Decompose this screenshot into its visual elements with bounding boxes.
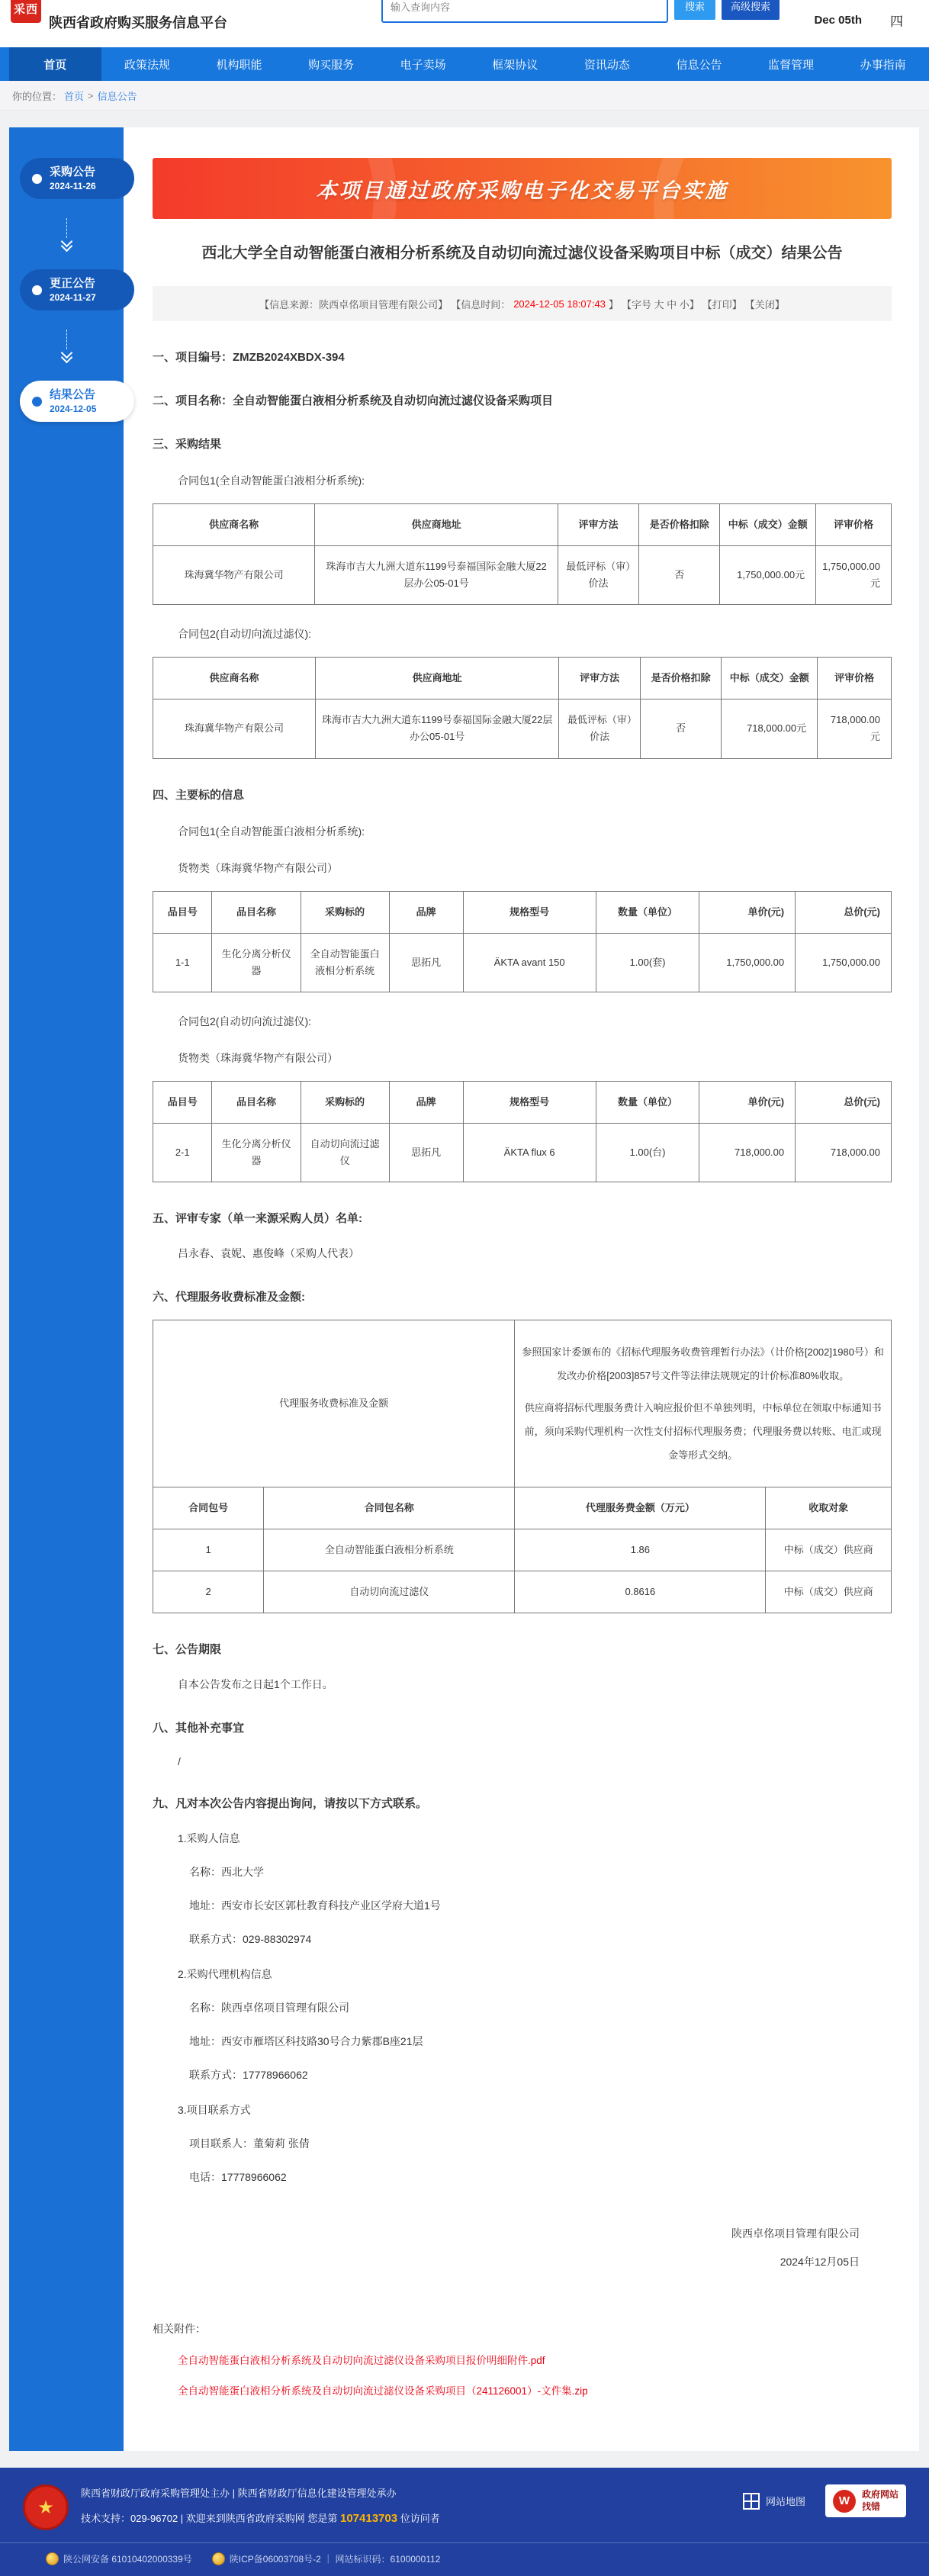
footer-organizer-line: 陕西省财政厅政府采购管理处主办 | 陕西省财政厅信息化建设管理处承办 bbox=[81, 2488, 397, 2500]
search-bar bbox=[381, 0, 780, 23]
header-date: Dec 05th bbox=[814, 14, 862, 27]
table-cell: 中标（成交）供应商 bbox=[766, 1571, 892, 1613]
table-cell: 中标（成交）供应商 bbox=[766, 1529, 892, 1571]
table-row bbox=[153, 546, 892, 605]
col-model: 规格型号 bbox=[463, 1081, 596, 1123]
top-header bbox=[0, 0, 929, 47]
print-button[interactable]: 【打印】 bbox=[702, 298, 742, 310]
nav-item-home[interactable]: 首页 bbox=[9, 47, 101, 81]
breadcrumb-prefix: 你的位置： bbox=[12, 90, 63, 102]
package-2-label: 合同包2(自动切向流过滤仪): bbox=[178, 628, 311, 641]
attachment-zip-link[interactable]: 全自动智能蛋白液相分析系统及自动切向流过滤仪设备采购项目（241126001）-文件集.zip bbox=[178, 2385, 588, 2398]
table-cell: 否 bbox=[639, 546, 720, 605]
col-item-name: 品目名称 bbox=[212, 1081, 301, 1123]
timeline-item-result-notice[interactable] bbox=[20, 381, 134, 422]
platform-banner bbox=[153, 158, 892, 219]
nav-item-functions[interactable]: 机构职能 bbox=[216, 58, 262, 72]
item-table-package-1 bbox=[153, 891, 892, 992]
fee-desc-paragraph: 参照国家计委颁布的《招标代理服务收费管理暂行办法》（计价格[2002]1980号）和发改办价格[2003]857号文件等法律法规规定的计价标准80%收取。 bbox=[522, 1346, 884, 1382]
fee-desc-paragraph: 供应商将招标代理服务费计入响应报价但不单独列明，中标单位在领取中标通知书前，须向采购代理机构一次性支付招标代理服务费；代理服务费以转账、电汇或现金等形式交纳。 bbox=[524, 1401, 882, 1461]
col-item-name: 品目名称 bbox=[212, 891, 301, 933]
meta-time: 2024-12-05 18:07:43 bbox=[513, 297, 606, 310]
col-package-no: 合同包号 bbox=[153, 1487, 264, 1529]
col-supplier-name: 供应商名称 bbox=[153, 658, 316, 699]
table-cell: 1,750,000.00 bbox=[796, 933, 892, 992]
search-button[interactable]: 搜索 bbox=[674, 0, 715, 20]
table-cell: 自动切向流过滤仪 bbox=[264, 1571, 515, 1613]
col-unit-price: 单价(元) bbox=[699, 891, 796, 933]
table-cell: 最低评标（审）价法 bbox=[558, 546, 638, 605]
footer-support-prefix: 技术支持：029-96702 | 欢迎来到陕西省政府采购网 您是第 bbox=[81, 2512, 340, 2524]
agency-name: 名称：陕西卓佲项目管理有限公司 bbox=[189, 2002, 349, 2015]
fee-standard-description bbox=[515, 1320, 892, 1487]
header-weekday: 四 bbox=[890, 14, 903, 29]
col-award-amount: 中标（成交）金额 bbox=[722, 658, 818, 699]
col-review-price: 评审价格 bbox=[818, 658, 892, 699]
table-header-row bbox=[153, 891, 892, 933]
fee-standard-label: 代理服务收费标准及金额 bbox=[153, 1320, 515, 1487]
site-title: 陕西省政府购买服务信息平台 bbox=[49, 15, 227, 31]
table-row bbox=[153, 1320, 892, 1487]
col-review-method: 评审方法 bbox=[559, 658, 640, 699]
table-row bbox=[153, 699, 892, 758]
public-security-filing[interactable]: 陕公网安备 61010402000339号 bbox=[63, 2554, 192, 2565]
section-1-project-number: 一、项目编号：ZMZB2024XBDX-394 bbox=[153, 351, 345, 364]
section-6-heading: 六、代理服务收费标准及金额: bbox=[153, 1291, 305, 1304]
agency-address: 地址：西安市雁塔区科技路30号合力紫郡B座21层 bbox=[189, 2035, 423, 2048]
section-5-heading: 五、评审专家（单一来源采购人员）名单: bbox=[153, 1212, 362, 1226]
item-table-package-2 bbox=[153, 1081, 892, 1182]
table-cell: 1,750,000.00 bbox=[699, 933, 796, 992]
purchaser-contact: 联系方式：029-88302974 bbox=[189, 1933, 312, 1946]
section-9-heading: 九、凡对本次公告内容提出询问，请按以下方式联系。 bbox=[153, 1797, 428, 1811]
col-unit-price: 单价(元) bbox=[699, 1081, 796, 1123]
table-cell: 1,750,000.00元 bbox=[816, 546, 892, 605]
timeline-dot-icon bbox=[32, 174, 42, 184]
nav-item-purchase-services[interactable]: 购买服务 bbox=[308, 58, 355, 72]
package-1-label: 合同包1(全自动智能蛋白液相分析系统): bbox=[178, 825, 365, 838]
col-procurement-target: 采购标的 bbox=[301, 891, 389, 933]
timeline-item-title: 采购公告 bbox=[50, 166, 96, 178]
font-size-controls[interactable]: 【字号 大 中 小】 bbox=[621, 298, 699, 310]
footer bbox=[0, 2468, 929, 2576]
error-report-text: 找错 bbox=[861, 2500, 880, 2512]
timeline-item-date: 2024-12-05 bbox=[50, 404, 97, 414]
col-price-deduction: 是否价格扣除 bbox=[639, 504, 720, 546]
timeline-sidebar bbox=[9, 127, 124, 2451]
table-cell: ÄKTA flux 6 bbox=[463, 1123, 596, 1182]
timeline-item-title: 结果公告 bbox=[50, 388, 96, 401]
meta-source: 【信息来源：陕西卓佲项目管理有限公司】 bbox=[259, 298, 448, 310]
col-item-no: 品目号 bbox=[153, 1081, 212, 1123]
col-fee-amount: 代理服务费金额（万元） bbox=[515, 1487, 766, 1529]
col-total-price: 总价(元) bbox=[796, 1081, 892, 1123]
error-report-icon: W bbox=[833, 2490, 856, 2513]
signoff-date: 2024年12月05日 bbox=[780, 2255, 860, 2268]
timeline-item-correction-notice[interactable] bbox=[20, 269, 134, 310]
other-matters: / bbox=[178, 1755, 181, 1768]
table-cell: 2-1 bbox=[153, 1123, 212, 1182]
timeline-arrow-down-icon bbox=[9, 210, 124, 259]
footer-support-line bbox=[81, 2510, 743, 2528]
table-cell: ÄKTA avant 150 bbox=[463, 933, 596, 992]
table-cell: 718,000.00 bbox=[699, 1123, 796, 1182]
advanced-search-button[interactable]: 高级搜索 bbox=[722, 0, 780, 20]
sitemap-label: 网站地图 bbox=[765, 2496, 805, 2508]
expert-list: 吕永春、袁妮、惠俊峰（采购人代表） bbox=[178, 1247, 359, 1260]
table-row bbox=[153, 933, 892, 992]
nav-item-guide[interactable]: 办事指南 bbox=[860, 58, 906, 72]
table-cell: 珠海市吉大九洲大道东1199号泰福国际金融大厦22层办公05-01号 bbox=[315, 546, 558, 605]
breadcrumb-home-link[interactable]: 首页 bbox=[64, 90, 85, 102]
table-cell: 珠海冀华物产有限公司 bbox=[153, 546, 315, 605]
purchaser-address: 地址：西安市长安区郭杜教育科技产业区学府大道1号 bbox=[189, 1899, 441, 1912]
section-3-heading: 三、采购结果 bbox=[153, 438, 222, 451]
col-price-deduction: 是否价格扣除 bbox=[640, 658, 721, 699]
table-cell: 1.00(套) bbox=[596, 933, 699, 992]
table-row bbox=[153, 1123, 892, 1182]
table-cell: 718,000.00 bbox=[796, 1123, 892, 1182]
table-cell: 718,000.00元 bbox=[722, 699, 818, 758]
table-cell: 0.8616 bbox=[515, 1571, 766, 1613]
table-cell: 思拓凡 bbox=[389, 1123, 463, 1182]
col-review-method: 评审方法 bbox=[558, 504, 638, 546]
government-emblem-icon: ★ bbox=[23, 2484, 69, 2530]
table-cell: 珠海市吉大九洲大道东1199号泰福国际金融大厦22层办公05-01号 bbox=[315, 699, 558, 758]
project-contact-phone: 电话：17778966062 bbox=[189, 2171, 287, 2184]
col-model: 规格型号 bbox=[463, 891, 596, 933]
table-cell: 生化分离分析仪器 bbox=[212, 1123, 301, 1182]
col-quantity: 数量（单位） bbox=[596, 891, 699, 933]
nav-item-policies[interactable]: 政策法规 bbox=[124, 58, 170, 72]
sitemap-link[interactable] bbox=[743, 2493, 805, 2510]
col-quantity: 数量（单位） bbox=[596, 1081, 699, 1123]
table-cell: 1 bbox=[153, 1529, 264, 1571]
col-supplier-address: 供应商地址 bbox=[315, 658, 558, 699]
table-cell: 生化分离分析仪器 bbox=[212, 933, 301, 992]
site-logo[interactable]: 采西 bbox=[11, 0, 41, 23]
project-contact-title: 3.项目联系方式 bbox=[178, 2104, 251, 2117]
table-header-row bbox=[153, 658, 892, 699]
col-brand: 品牌 bbox=[389, 1081, 463, 1123]
purchaser-info-title: 1.采购人信息 bbox=[178, 1832, 240, 1845]
meta-time-prefix: 【信息时间： bbox=[451, 298, 511, 310]
col-fee-payer: 收取对象 bbox=[766, 1487, 892, 1529]
table-cell: 否 bbox=[640, 699, 721, 758]
col-package-name: 合同包名称 bbox=[264, 1487, 515, 1529]
timeline-dot-icon bbox=[32, 397, 42, 407]
visitor-count: 107413703 bbox=[340, 2511, 398, 2525]
table-cell: 1.86 bbox=[515, 1529, 766, 1571]
timeline-item-procurement-notice[interactable] bbox=[20, 158, 134, 199]
result-table-package-1 bbox=[153, 503, 892, 605]
breadcrumb-separator: > bbox=[88, 89, 94, 101]
agency-info-title: 2.采购代理机构信息 bbox=[178, 1968, 272, 1981]
col-total-price: 总价(元) bbox=[796, 891, 892, 933]
timeline-item-date: 2024-11-26 bbox=[50, 181, 96, 191]
table-cell: 1.00(台) bbox=[596, 1123, 699, 1182]
col-brand: 品牌 bbox=[389, 891, 463, 933]
col-review-price: 评审价格 bbox=[816, 504, 892, 546]
nav-item-announcements[interactable]: 信息公告 bbox=[676, 58, 722, 72]
table-cell: 全自动智能蛋白液相分析系统 bbox=[301, 933, 389, 992]
col-supplier-name: 供应商名称 bbox=[153, 504, 315, 546]
close-button[interactable]: 【关闭】 bbox=[744, 298, 785, 310]
timeline-dot-icon bbox=[32, 285, 42, 295]
search-input[interactable] bbox=[381, 0, 668, 23]
article-meta-bar bbox=[153, 286, 892, 321]
table-cell: 1-1 bbox=[153, 933, 212, 992]
col-supplier-address: 供应商地址 bbox=[315, 504, 558, 546]
breadcrumb-current-link[interactable]: 信息公告 bbox=[97, 90, 137, 102]
table-cell: 最低评标（审）价法 bbox=[559, 699, 640, 758]
icp-badge-icon bbox=[212, 2552, 225, 2565]
project-contact-person: 项目联系人：董菊莉 张倩 bbox=[189, 2137, 310, 2150]
icp-filing[interactable]: 陕ICP备06003708号-2 ｜ 网站标识码：6100000112 bbox=[229, 2554, 441, 2565]
gov-site-error-report-widget[interactable] bbox=[825, 2484, 906, 2517]
article-card bbox=[124, 127, 919, 2451]
package-2-label: 合同包2(自动切向流过滤仪): bbox=[178, 1015, 311, 1028]
nav-item-e-market[interactable]: 电子卖场 bbox=[400, 58, 446, 72]
section-4-heading: 四、主要标的信息 bbox=[153, 788, 245, 802]
table-header-row bbox=[153, 1081, 892, 1123]
footer-divider bbox=[0, 2542, 929, 2543]
article-title: 西北大学全自动智能蛋白液相分析系统及自动切向流过滤仪设备采购项目中标（成交）结果公告 bbox=[201, 245, 843, 262]
package-2-category: 货物类（珠海冀华物产有限公司） bbox=[178, 1051, 338, 1064]
col-award-amount: 中标（成交）金额 bbox=[720, 504, 816, 546]
table-header-row bbox=[153, 1487, 892, 1529]
table-cell: 718,000.00元 bbox=[818, 699, 892, 758]
table-cell: 珠海冀华物产有限公司 bbox=[153, 699, 316, 758]
table-cell: 自动切向流过滤仪 bbox=[301, 1123, 389, 1182]
package-1-label: 合同包1(全自动智能蛋白液相分析系统): bbox=[178, 474, 365, 487]
main-nav bbox=[0, 47, 929, 81]
col-item-no: 品目号 bbox=[153, 891, 212, 933]
col-procurement-target: 采购标的 bbox=[301, 1081, 389, 1123]
package-1-category: 货物类（珠海冀华物产有限公司） bbox=[178, 861, 338, 874]
attachment-pdf-link[interactable]: 全自动智能蛋白液相分析系统及自动切向流过滤仪设备采购项目报价明细附件.pdf bbox=[178, 2355, 545, 2367]
table-row bbox=[153, 1571, 892, 1613]
section-2-project-name: 二、项目名称：全自动智能蛋白液相分析系统及自动切向流过滤仪设备采购项目 bbox=[153, 394, 554, 407]
footer-support-suffix: 位访问者 bbox=[397, 2512, 440, 2524]
agency-contact: 联系方式：17778966062 bbox=[189, 2069, 308, 2082]
result-table-package-2 bbox=[153, 657, 892, 758]
platform-banner-text: 本项目通过政府采购电子化交易平台实施 bbox=[316, 178, 728, 202]
timeline-item-title: 更正公告 bbox=[50, 277, 96, 290]
signoff bbox=[153, 2220, 892, 2275]
breadcrumb bbox=[0, 81, 929, 111]
table-row bbox=[153, 1529, 892, 1571]
section-8-heading: 八、其他补充事宜 bbox=[153, 1722, 245, 1735]
nav-item-supervision[interactable]: 监督管理 bbox=[768, 58, 815, 72]
purchaser-name: 名称：西北大学 bbox=[189, 1866, 264, 1879]
nav-item-framework-agreement[interactable]: 框架协议 bbox=[492, 58, 538, 72]
table-cell: 全自动智能蛋白液相分析系统 bbox=[264, 1529, 515, 1571]
meta-time-suffix: 】 bbox=[608, 298, 619, 310]
section-7-heading: 七、公告期限 bbox=[153, 1643, 222, 1657]
timeline-item-date: 2024-11-27 bbox=[50, 292, 96, 303]
agency-fee-table bbox=[153, 1320, 892, 1613]
sitemap-grid-icon bbox=[743, 2493, 760, 2510]
nav-item-news[interactable]: 资讯动态 bbox=[583, 58, 630, 72]
attachments-label: 相关附件： bbox=[153, 2323, 206, 2336]
public-security-badge-icon bbox=[46, 2552, 59, 2565]
table-cell: 1,750,000.00元 bbox=[720, 546, 816, 605]
table-cell: 思拓凡 bbox=[389, 933, 463, 992]
announcement-period: 自本公告发布之日起1个工作日。 bbox=[178, 1678, 333, 1691]
table-cell: 2 bbox=[153, 1571, 264, 1613]
error-report-text: 政府网站 bbox=[861, 2489, 898, 2500]
signoff-company: 陕西卓佲项目管理有限公司 bbox=[731, 2227, 860, 2240]
main-area bbox=[0, 111, 929, 2468]
table-header-row bbox=[153, 504, 892, 546]
timeline-arrow-down-icon bbox=[9, 321, 124, 370]
